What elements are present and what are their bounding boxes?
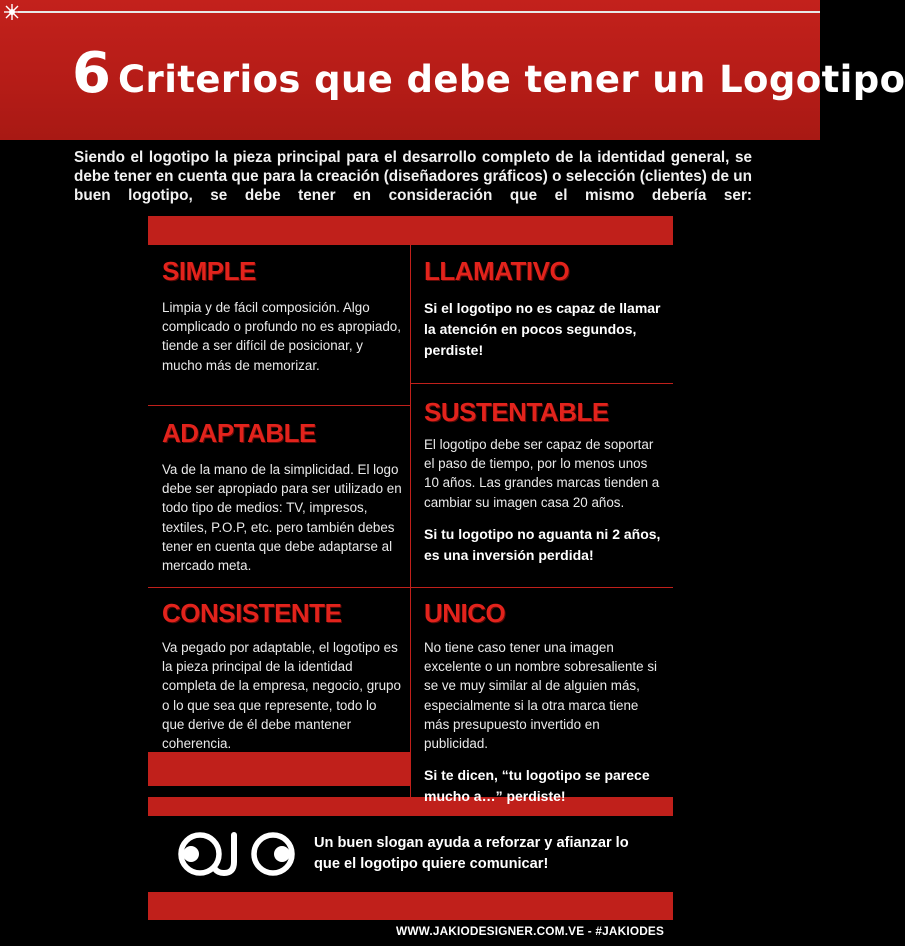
criterion-title: UNICO [424, 598, 506, 628]
header-banner [0, 0, 905, 140]
criterion-adaptable [162, 418, 402, 575]
criterion-text: No tiene caso tener una imagen excelente o un nombre sobresaliente si se ve muy similar al de alguien más, especialmente si la otra marca tiene más presupuesto invertido en publicidad. [424, 640, 657, 752]
intro-paragraph: Siendo el logotipo la pieza principal para el desarrollo completo de la identidad general, se debe tener en cuenta que para la creación (diseñadores gráficos) o selección (clientes) de un buen logotipo, se debe tener en consideración que el mismo debería ser: [74, 149, 752, 204]
criterion-note: Si tu logotipo no aguanta ni 2 años, es una inversión perdida! [424, 525, 661, 563]
criterion-text: Limpia y de fácil composición. Algo complicado o profundo no es apropiado, tiende a ser difícil de posicionar, y mucho más de memorizar. [162, 300, 401, 373]
criterion-title: SUSTENTABLE [424, 397, 609, 427]
criterion-sustentable [424, 397, 664, 566]
top-red-bar [148, 216, 673, 245]
criterion-title: LLAMATIVO [424, 256, 570, 286]
grid-divider-right-1 [411, 383, 673, 384]
criterion-text: El logotipo debe ser capaz de soportar el paso de tiempo, por lo menos unos 10 años. Las grandes marcas tienden a cambiar su imagen casa 20 años. [424, 437, 660, 510]
criterion-title: SIMPLE [162, 256, 256, 286]
criterion-llamativo [424, 256, 662, 361]
middle-red-block [148, 752, 410, 786]
grid-vertical-divider [410, 245, 411, 797]
grid-divider-left-2 [148, 587, 410, 588]
title-number: 6 [72, 41, 110, 106]
grid-divider-right-2 [411, 587, 673, 588]
criterion-text: Si el logotipo no es capaz de llamar la atención en pocos segundos, perdiste! [424, 300, 661, 358]
criterion-consistente [162, 598, 402, 753]
criterion-title: ADAPTABLE [162, 418, 316, 448]
criterion-simple [162, 256, 402, 375]
criterion-unico [424, 598, 664, 807]
page-title: Criterios que debe tener un Logotipo [118, 58, 905, 101]
criterion-text: Va pegado por adaptable, el logotipo es la pieza principal de la identidad completa de la empresa, negocio, grupo o lo que sea que represente, todo lo que derive de él debe mantener coherencia. [162, 640, 401, 752]
criterion-title: CONSISTENTE [162, 598, 342, 628]
footer-website[interactable]: WWW.JAKIODESIGNER.COM.VE - #JAKIODES [396, 924, 665, 938]
criterion-note: Si te dicen, “tu logotipo se parece mucho a…” perdiste! [424, 767, 650, 805]
header-rule [18, 11, 820, 13]
ojo-slogan: Un buen slogan ayuda a reforzar y afianzar lo que el logotipo quiere comunicar! [314, 835, 629, 872]
bottom-red-bar [148, 892, 673, 920]
grid-divider-left-1 [148, 405, 410, 406]
ojo-eyes-logo [178, 830, 296, 878]
criterion-text: Va de la mano de la simplicidad. El logo debe ser apropiado para ser utilizado en todo tipo de medios: TV, impresos, textiles, P.O.P, etc. pero también debes tener en cuenta que debe adaptarse al mercado meta. [162, 462, 402, 574]
